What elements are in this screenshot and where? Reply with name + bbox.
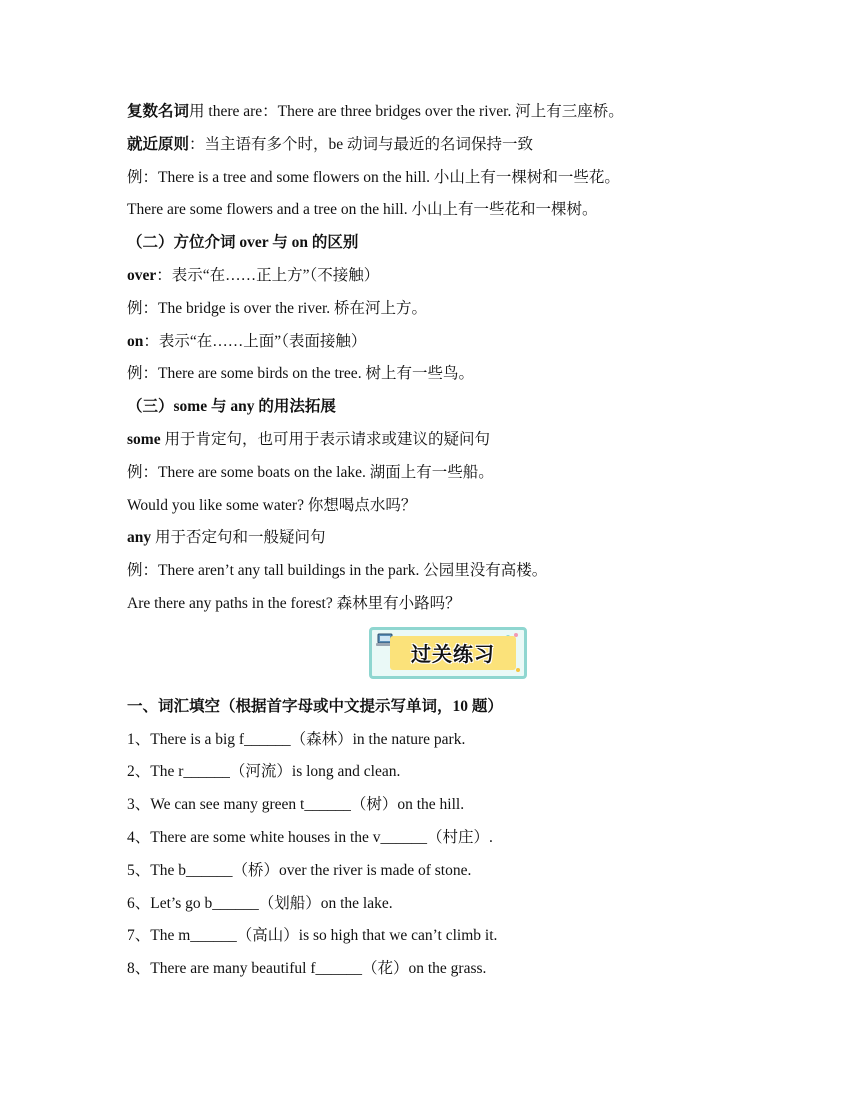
on-definition	[127, 326, 767, 359]
exercise-item: 3、We can see many green t______（树）on the hill.	[127, 796, 465, 814]
example-line: Are there any paths in the forest? 森林里有小路吗？	[127, 594, 461, 612]
definition-text: ：表示“在……正上方”（不接触）	[156, 266, 380, 284]
example-line: 例：There are some birds on the tree. 树上有一些鸟。	[127, 365, 474, 383]
banner-label: 过关练习	[411, 642, 495, 667]
term: over	[127, 266, 157, 284]
exercise-item: 5、The b______（桥）over the river is made of stone.	[127, 861, 472, 879]
example-line: 例：There are some boats on the lake. 湖面上有一些船。	[127, 463, 494, 481]
some-definition	[127, 424, 767, 457]
term: some	[127, 430, 161, 448]
exercise-item: 8、There are many beautiful f______（花）on the grass.	[127, 960, 487, 978]
rule-term: 就近原则	[127, 135, 190, 153]
example-line: 例：There is a tree and some flowers on the hill. 小山上有一棵树和一些花。	[127, 168, 620, 186]
exercise-item: 4、There are some white houses in the v______（村庄）.	[127, 828, 493, 846]
section-heading: （三）some 与 any 的用法拓展	[127, 398, 336, 416]
exercise-item: 1、There is a big f______（森林）in the nature park.	[127, 730, 466, 748]
practice-banner-wrap	[127, 621, 767, 691]
plural-rule-line	[127, 96, 767, 129]
definition-text: 用于肯定句，也可用于表示请求或建议的疑问句	[160, 430, 490, 448]
exercise-item: 7、The m______（高山）is so high that we can’t climb it.	[127, 927, 498, 945]
any-definition	[127, 522, 767, 555]
exercise-item: 6、Let’s go b______（划船）on the lake.	[127, 894, 393, 912]
example-line: 例：The bridge is over the river. 桥在河上方。	[127, 299, 428, 317]
rule-term: 复数名词	[127, 103, 190, 120]
exercise-item: 2、The r______（河流）is long and clean.	[127, 763, 401, 781]
proximity-rule-line	[127, 129, 767, 162]
definition-text: 用于否定句和一般疑问句	[151, 529, 326, 547]
term: on	[127, 332, 144, 350]
rule-text: 用 there are：There are three bridges over the river. 河上有三座桥。	[189, 103, 624, 120]
definition-text: ：表示“在……上面”（表面接触）	[143, 332, 367, 350]
exercise-title: 一、词汇填空（根据首字母或中文提示写单词，10 题）	[127, 697, 503, 715]
over-definition	[127, 260, 767, 293]
example-line: There are some flowers and a tree on the hill. 小山上有一些花和一棵树。	[127, 201, 598, 219]
term: any	[127, 529, 152, 547]
section-heading: （二）方位介词 over 与 on 的区别	[127, 234, 359, 252]
practice-banner	[369, 627, 527, 679]
example-line: 例：There aren’t any tall buildings in the park. 公园里没有高楼。	[127, 562, 548, 580]
rule-text: ：当主语有多个时，be 动词与最近的名词保持一致	[189, 135, 534, 153]
decor-dot	[516, 668, 520, 672]
example-line: Would you like some water? 你想喝点水吗？	[127, 496, 417, 514]
document-page	[127, 96, 767, 986]
banner-label-box	[390, 636, 516, 670]
